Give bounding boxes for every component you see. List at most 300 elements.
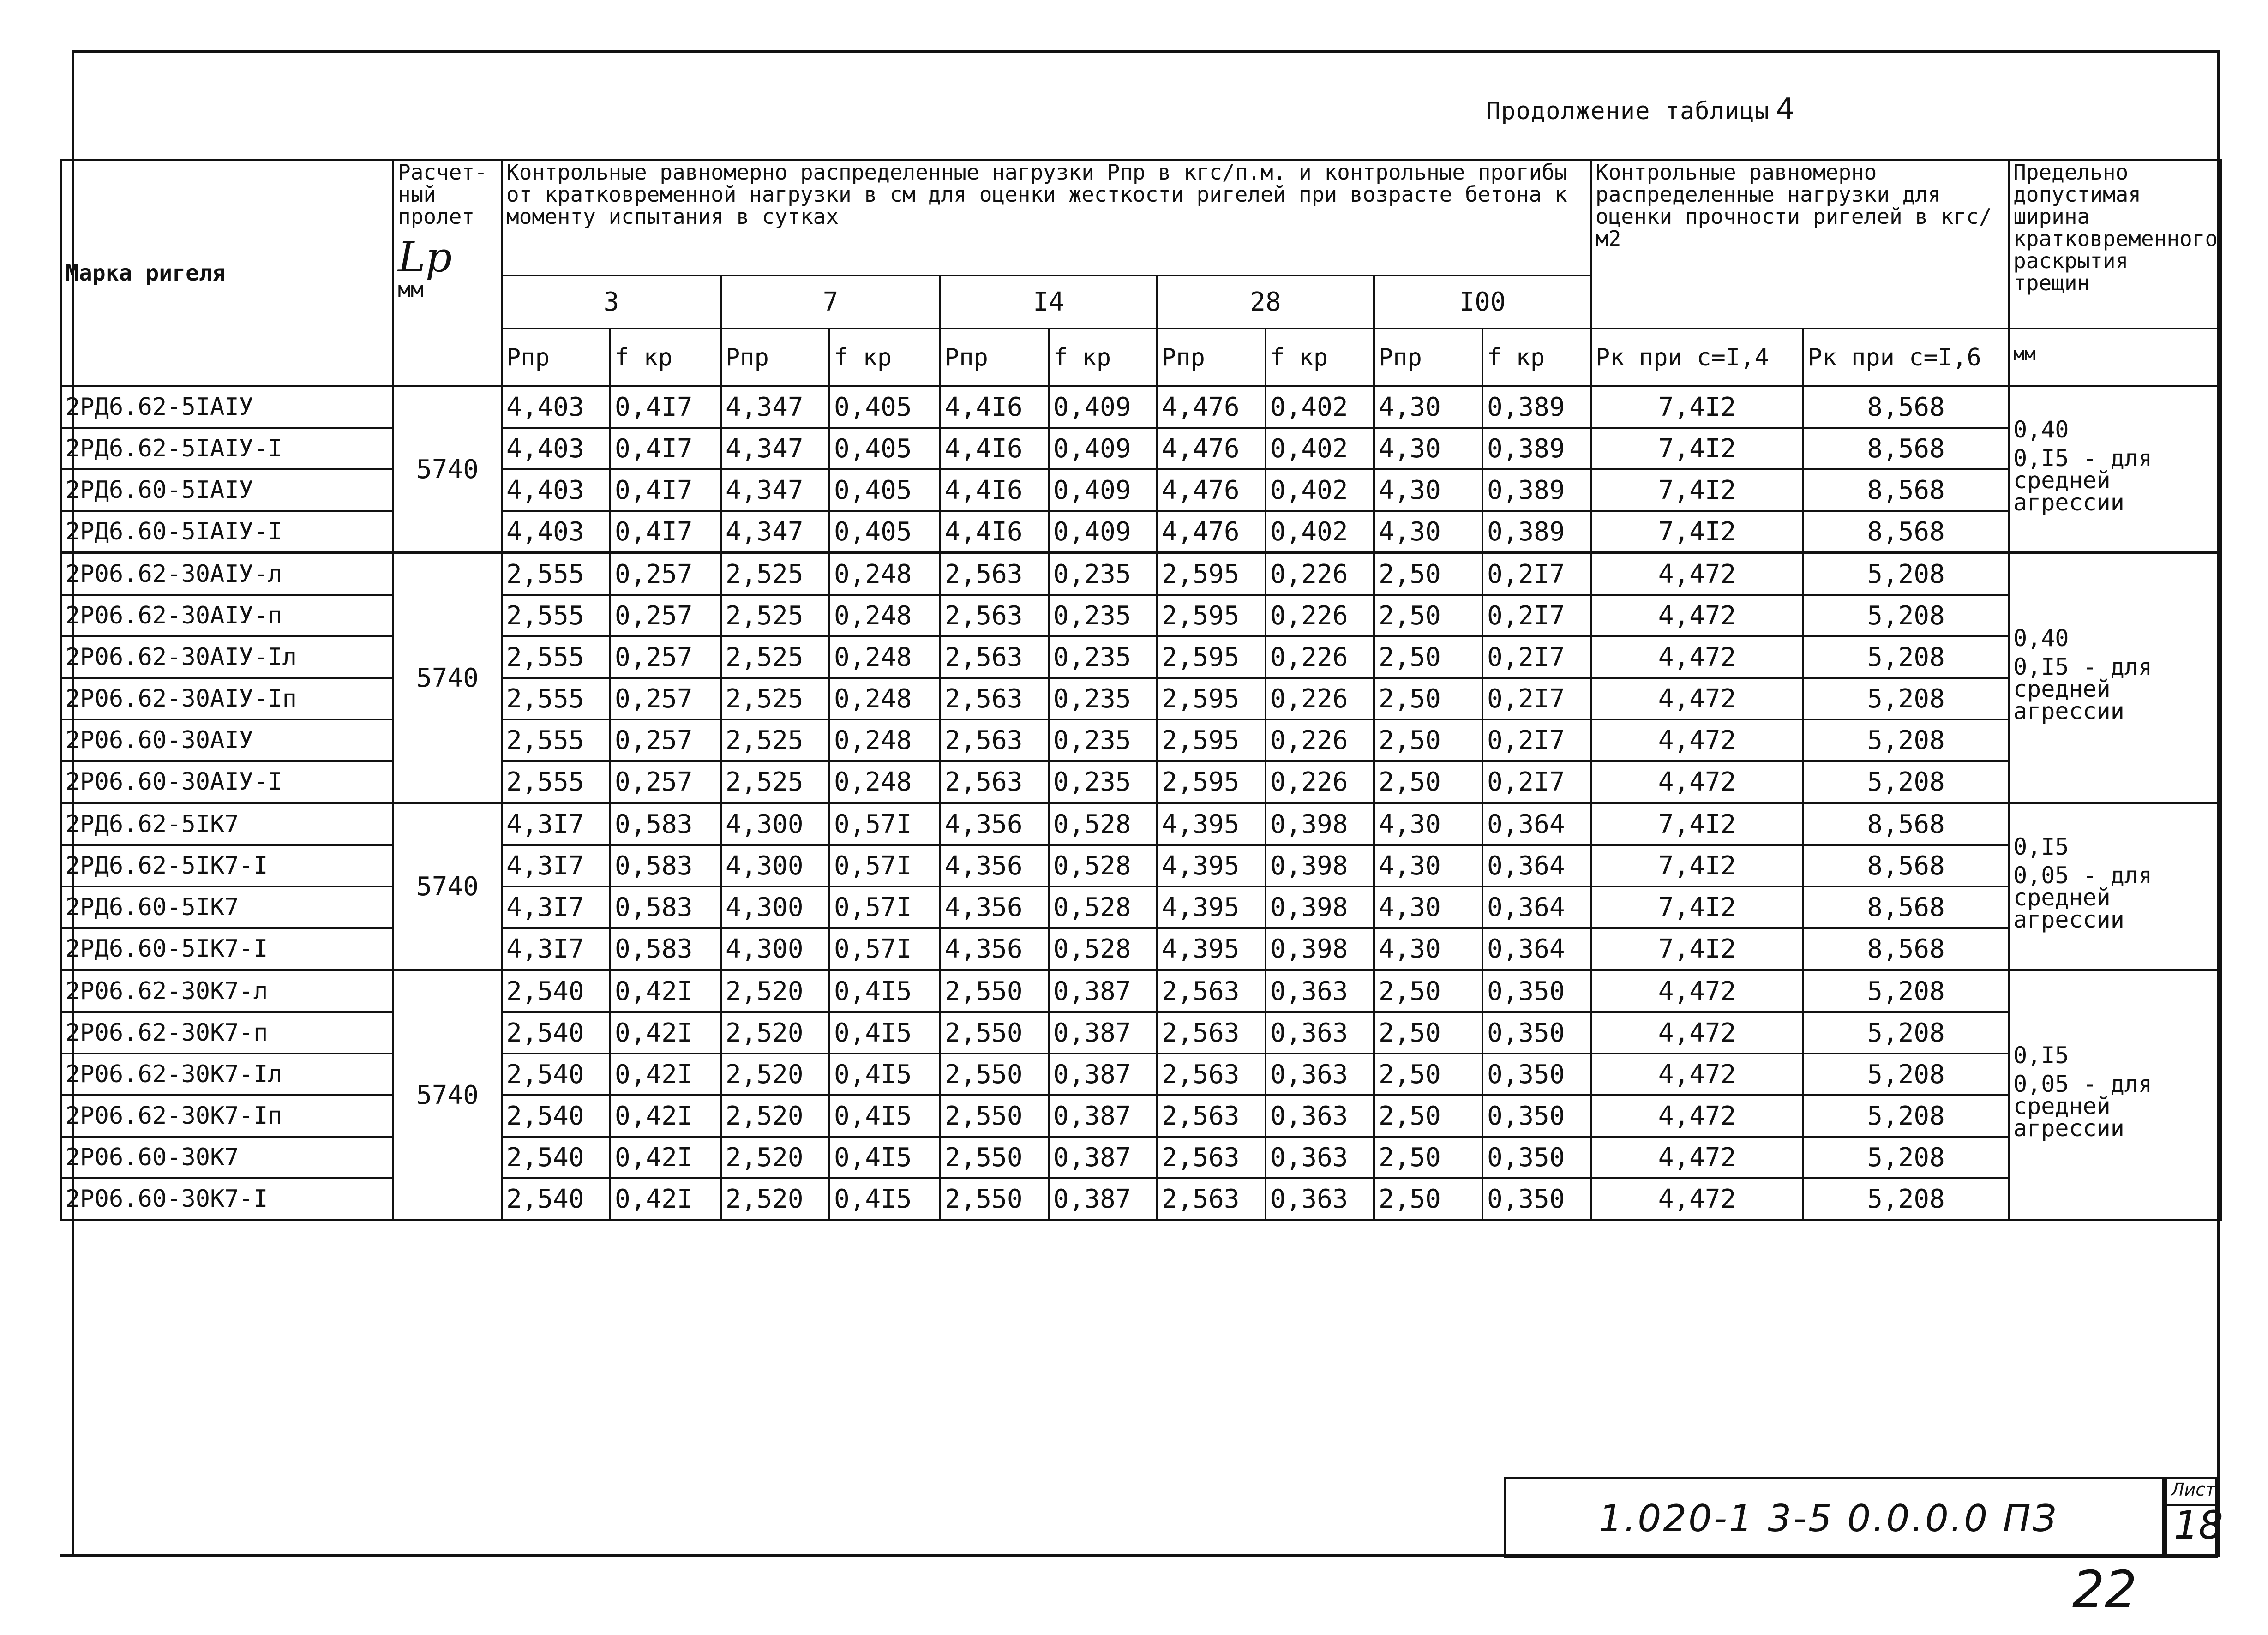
load-value: 2,520 xyxy=(721,1095,829,1137)
strength-value: 8,568 xyxy=(1803,511,2009,553)
load-value: 2,540 xyxy=(502,1137,610,1178)
deflection-value: 0,350 xyxy=(1482,1054,1591,1095)
load-value: 4,476 xyxy=(1157,386,1266,428)
load-value: 2,550 xyxy=(940,1137,1049,1178)
load-value: 2,595 xyxy=(1157,636,1266,678)
strength-value: 8,568 xyxy=(1803,803,2009,845)
deflection-value: 0,226 xyxy=(1266,595,1374,636)
load-value: 4,356 xyxy=(940,845,1049,886)
group-span: 5740 xyxy=(393,970,502,1220)
p-label: Рпр xyxy=(1157,329,1266,386)
load-value: 2,540 xyxy=(502,970,610,1012)
load-value: 2,50 xyxy=(1374,678,1482,719)
span-units: мм xyxy=(398,277,424,302)
load-value: 2,520 xyxy=(721,1137,829,1178)
load-value: 4,347 xyxy=(721,511,829,553)
deflection-value: 0,2I7 xyxy=(1482,761,1591,803)
f-label: f кр xyxy=(1266,329,1374,386)
deflection-value: 0,57I xyxy=(829,886,940,928)
crack-note-line: 0,I5 - для средней агрессии xyxy=(2013,653,2153,725)
load-value: 4,476 xyxy=(1157,469,1266,511)
strength-value: 8,568 xyxy=(1803,386,2009,428)
deflection-value: 0,583 xyxy=(610,803,721,845)
deflection-value: 0,402 xyxy=(1266,386,1374,428)
load-value: 4,403 xyxy=(502,511,610,553)
deflection-value: 0,409 xyxy=(1049,386,1157,428)
deflection-value: 0,235 xyxy=(1049,719,1157,761)
header-crack: Предельно допустимая ширина кратковременного раскрытия трещин xyxy=(2009,160,2221,329)
load-value: 2,563 xyxy=(1157,1137,1266,1178)
table-row xyxy=(61,1012,2221,1054)
strength-value: 8,568 xyxy=(1803,928,2009,970)
load-value: 2,550 xyxy=(940,1095,1049,1137)
row-mark: 2РД6.62-5IАIУ-I xyxy=(61,428,393,469)
load-value: 4,395 xyxy=(1157,928,1266,970)
strength-value: 5,208 xyxy=(1803,1054,2009,1095)
group-span: 5740 xyxy=(393,386,502,553)
load-value: 4,403 xyxy=(502,386,610,428)
row-mark: 2Р06.62-30К7-л xyxy=(61,970,393,1012)
load-value: 4,4I6 xyxy=(940,428,1049,469)
load-value: 2,525 xyxy=(721,761,829,803)
load-value: 2,555 xyxy=(502,636,610,678)
load-value: 2,540 xyxy=(502,1012,610,1054)
crack-note xyxy=(2009,386,2221,553)
strength-value: 5,208 xyxy=(1803,553,2009,595)
deflection-value: 0,387 xyxy=(1049,970,1157,1012)
sheet-label: Лист xyxy=(2171,1479,2216,1500)
p-label: Рпр xyxy=(940,329,1049,386)
strength-value: 5,208 xyxy=(1803,1095,2009,1137)
deflection-value: 0,350 xyxy=(1482,1012,1591,1054)
strength-value: 7,4I2 xyxy=(1591,469,1803,511)
group-span: 5740 xyxy=(393,553,502,803)
load-value: 2,540 xyxy=(502,1095,610,1137)
deflection-value: 0,4I5 xyxy=(829,1012,940,1054)
strength-value: 5,208 xyxy=(1803,636,2009,678)
deflection-value: 0,387 xyxy=(1049,1054,1157,1095)
load-value: 2,525 xyxy=(721,719,829,761)
row-mark: 2Р06.60-30АIУ xyxy=(61,719,393,761)
load-value: 2,50 xyxy=(1374,970,1482,1012)
header-span xyxy=(393,160,502,386)
load-value: 2,550 xyxy=(940,1178,1049,1220)
table-row xyxy=(61,678,2221,719)
header-strength: Контрольные равномерно распределенные нагрузки для оценки прочности ригелей в кгс/м2 xyxy=(1591,160,2009,329)
load-value: 2,50 xyxy=(1374,636,1482,678)
load-value: 4,300 xyxy=(721,886,829,928)
deflection-value: 0,248 xyxy=(829,761,940,803)
load-value: 2,520 xyxy=(721,970,829,1012)
row-mark: 2РД6.62-5IАIУ xyxy=(61,386,393,428)
deflection-value: 0,387 xyxy=(1049,1137,1157,1178)
crack-note-line: 0,I5 - для средней агрессии xyxy=(2013,445,2153,516)
row-mark: 2РД6.60-5IАIУ-I xyxy=(61,511,393,553)
age-28: 28 xyxy=(1157,275,1374,329)
deflection-value: 0,235 xyxy=(1049,595,1157,636)
deflection-value: 0,409 xyxy=(1049,469,1157,511)
deflection-value: 0,402 xyxy=(1266,469,1374,511)
load-value: 2,555 xyxy=(502,553,610,595)
strength-value: 5,208 xyxy=(1803,761,2009,803)
table-row xyxy=(61,595,2221,636)
deflection-value: 0,42I xyxy=(610,1095,721,1137)
deflection-value: 0,257 xyxy=(610,719,721,761)
table-row xyxy=(61,803,2221,845)
load-value: 2,50 xyxy=(1374,1095,1482,1137)
table-row xyxy=(61,386,2221,428)
deflection-value: 0,398 xyxy=(1266,803,1374,845)
deflection-value: 0,363 xyxy=(1266,1095,1374,1137)
strength-value: 4,472 xyxy=(1591,636,1803,678)
deflection-value: 0,405 xyxy=(829,428,940,469)
deflection-value: 0,248 xyxy=(829,553,940,595)
deflection-value: 0,235 xyxy=(1049,761,1157,803)
row-mark: 2РД6.60-5IК7-I xyxy=(61,928,393,970)
table-row xyxy=(61,428,2221,469)
load-value: 4,356 xyxy=(940,803,1049,845)
deflection-value: 0,389 xyxy=(1482,428,1591,469)
title-block-stamp xyxy=(1504,1477,2165,1558)
header-stiffness: Контрольные равномерно распределенные нагрузки Рпр в кгс/п.м. и контрольные прогибы от кратковременной нагрузки в см для оценки жесткости ригелей при возрасте бетона к моменту испытания в сутках xyxy=(502,160,1591,275)
crack-note-line: 0,I5 xyxy=(2013,833,2069,860)
load-value: 2,50 xyxy=(1374,1054,1482,1095)
deflection-value: 0,402 xyxy=(1266,428,1374,469)
load-value: 2,540 xyxy=(502,1178,610,1220)
crack-note-line: 0,40 xyxy=(2013,625,2069,652)
strength-value: 7,4I2 xyxy=(1591,511,1803,553)
deflection-value: 0,363 xyxy=(1266,1012,1374,1054)
load-value: 2,563 xyxy=(1157,970,1266,1012)
deflection-value: 0,4I7 xyxy=(610,428,721,469)
load-value: 2,555 xyxy=(502,761,610,803)
deflection-value: 0,257 xyxy=(610,678,721,719)
row-mark: 2Р06.60-30К7-I xyxy=(61,1178,393,1220)
deflection-value: 0,583 xyxy=(610,928,721,970)
load-value: 4,30 xyxy=(1374,511,1482,553)
load-value: 2,563 xyxy=(940,761,1049,803)
deflection-value: 0,4I7 xyxy=(610,511,721,553)
deflection-value: 0,583 xyxy=(610,886,721,928)
deflection-value: 0,57I xyxy=(829,845,940,886)
strength-value: 5,208 xyxy=(1803,1012,2009,1054)
deflection-value: 0,4I5 xyxy=(829,1178,940,1220)
deflection-value: 0,363 xyxy=(1266,1178,1374,1220)
table-row xyxy=(61,970,2221,1012)
strength-value: 5,208 xyxy=(1803,719,2009,761)
load-value: 2,525 xyxy=(721,595,829,636)
crack-note-line: 0,05 - для средней агрессии xyxy=(2013,862,2153,933)
load-value: 4,395 xyxy=(1157,845,1266,886)
strength-value: 4,472 xyxy=(1591,761,1803,803)
load-value: 2,563 xyxy=(940,719,1049,761)
row-mark: 2РД6.62-5IК7-I xyxy=(61,845,393,886)
p-label: Рпр xyxy=(721,329,829,386)
deflection-value: 0,405 xyxy=(829,469,940,511)
deflection-value: 0,248 xyxy=(829,595,940,636)
deflection-value: 0,350 xyxy=(1482,1137,1591,1178)
sheet-number: 18 xyxy=(2174,1503,2223,1548)
load-value: 4,30 xyxy=(1374,845,1482,886)
deflection-value: 0,405 xyxy=(829,386,940,428)
load-value: 2,525 xyxy=(721,553,829,595)
load-value: 2,50 xyxy=(1374,761,1482,803)
load-value: 2,50 xyxy=(1374,595,1482,636)
load-value: 4,403 xyxy=(502,428,610,469)
strength-value: 7,4I2 xyxy=(1591,928,1803,970)
table-row xyxy=(61,511,2221,553)
load-value: 2,563 xyxy=(940,678,1049,719)
row-mark: 2Р06.60-30К7 xyxy=(61,1137,393,1178)
load-value: 4,476 xyxy=(1157,428,1266,469)
deflection-value: 0,364 xyxy=(1482,886,1591,928)
load-value: 4,30 xyxy=(1374,469,1482,511)
pk-c14-label: Рк при с=I,4 xyxy=(1591,329,1803,386)
strength-value: 7,4I2 xyxy=(1591,803,1803,845)
load-value: 4,3I7 xyxy=(502,845,610,886)
continuation-caption xyxy=(1486,92,1795,126)
load-value: 2,50 xyxy=(1374,553,1482,595)
load-value: 2,555 xyxy=(502,595,610,636)
strength-value: 4,472 xyxy=(1591,719,1803,761)
deflection-value: 0,389 xyxy=(1482,386,1591,428)
deflection-value: 0,398 xyxy=(1266,845,1374,886)
crack-note xyxy=(2009,803,2221,970)
deflection-value: 0,57I xyxy=(829,928,940,970)
load-value: 4,395 xyxy=(1157,886,1266,928)
deflection-value: 0,387 xyxy=(1049,1178,1157,1220)
load-value: 4,30 xyxy=(1374,928,1482,970)
deflection-value: 0,235 xyxy=(1049,636,1157,678)
deflection-value: 0,42I xyxy=(610,1054,721,1095)
strength-value: 8,568 xyxy=(1803,845,2009,886)
deflection-value: 0,528 xyxy=(1049,845,1157,886)
table-row xyxy=(61,886,2221,928)
row-mark: 2РД6.60-5IК7 xyxy=(61,886,393,928)
load-value: 2,50 xyxy=(1374,1137,1482,1178)
load-value: 2,595 xyxy=(1157,595,1266,636)
sheet-box xyxy=(2165,1477,2223,1558)
load-value: 2,525 xyxy=(721,678,829,719)
deflection-value: 0,226 xyxy=(1266,719,1374,761)
load-value: 2,563 xyxy=(1157,1012,1266,1054)
deflection-value: 0,409 xyxy=(1049,428,1157,469)
deflection-value: 0,363 xyxy=(1266,1054,1374,1095)
deflection-value: 0,42I xyxy=(610,1178,721,1220)
page-number: 22 xyxy=(2072,1560,2137,1619)
deflection-value: 0,226 xyxy=(1266,678,1374,719)
pk-c16-label: Рк при с=I,6 xyxy=(1803,329,2009,386)
table-row xyxy=(61,761,2221,803)
document-code: 1.020-1 3-5 0.0.0.0 ПЗ xyxy=(1599,1497,2058,1540)
strength-value: 4,472 xyxy=(1591,553,1803,595)
continuation-text: Продолжение таблицы xyxy=(1486,97,1770,125)
deflection-value: 0,4I5 xyxy=(829,1054,940,1095)
row-mark: 2Р06.62-30К7-п xyxy=(61,1012,393,1054)
deflection-value: 0,42I xyxy=(610,1012,721,1054)
deflection-value: 0,42I xyxy=(610,970,721,1012)
deflection-value: 0,389 xyxy=(1482,469,1591,511)
strength-value: 5,208 xyxy=(1803,595,2009,636)
deflection-value: 0,2I7 xyxy=(1482,636,1591,678)
load-value: 2,50 xyxy=(1374,719,1482,761)
table-row xyxy=(61,719,2221,761)
deflection-value: 0,257 xyxy=(610,636,721,678)
table-row xyxy=(61,1178,2221,1220)
deflection-value: 0,257 xyxy=(610,761,721,803)
load-value: 2,563 xyxy=(1157,1178,1266,1220)
deflection-value: 0,4I5 xyxy=(829,1137,940,1178)
load-value: 4,4I6 xyxy=(940,386,1049,428)
deflection-value: 0,398 xyxy=(1266,928,1374,970)
row-mark: 2РД6.60-5IАIУ xyxy=(61,469,393,511)
deflection-value: 0,528 xyxy=(1049,803,1157,845)
loads-table xyxy=(60,159,2222,1221)
strength-value: 4,472 xyxy=(1591,595,1803,636)
deflection-value: 0,364 xyxy=(1482,803,1591,845)
load-value: 4,30 xyxy=(1374,803,1482,845)
strength-value: 4,472 xyxy=(1591,970,1803,1012)
deflection-value: 0,528 xyxy=(1049,886,1157,928)
table-row xyxy=(61,845,2221,886)
load-value: 4,476 xyxy=(1157,511,1266,553)
strength-value: 8,568 xyxy=(1803,469,2009,511)
deflection-value: 0,2I7 xyxy=(1482,595,1591,636)
load-value: 4,403 xyxy=(502,469,610,511)
load-value: 4,356 xyxy=(940,886,1049,928)
load-value: 2,550 xyxy=(940,1012,1049,1054)
deflection-value: 0,387 xyxy=(1049,1012,1157,1054)
age-100: I00 xyxy=(1374,275,1591,329)
deflection-value: 0,387 xyxy=(1049,1095,1157,1137)
strength-value: 4,472 xyxy=(1591,1178,1803,1220)
deflection-value: 0,57I xyxy=(829,803,940,845)
crack-note xyxy=(2009,553,2221,803)
span-symbol: Lр xyxy=(398,233,452,281)
load-value: 4,30 xyxy=(1374,886,1482,928)
load-value: 2,50 xyxy=(1374,1012,1482,1054)
load-value: 2,563 xyxy=(1157,1095,1266,1137)
table-row xyxy=(61,928,2221,970)
strength-value: 7,4I2 xyxy=(1591,386,1803,428)
strength-value: 7,4I2 xyxy=(1591,428,1803,469)
table-body xyxy=(61,386,2221,1220)
load-value: 4,347 xyxy=(721,469,829,511)
load-value: 4,300 xyxy=(721,928,829,970)
strength-value: 4,472 xyxy=(1591,1012,1803,1054)
load-value: 2,520 xyxy=(721,1178,829,1220)
row-mark: 2РД6.62-5IК7 xyxy=(61,803,393,845)
load-value: 4,3I7 xyxy=(502,928,610,970)
p-label: Рпр xyxy=(1374,329,1482,386)
strength-value: 4,472 xyxy=(1591,678,1803,719)
row-mark: 2Р06.62-30К7-Iп xyxy=(61,1095,393,1137)
load-value: 4,395 xyxy=(1157,803,1266,845)
load-value: 2,540 xyxy=(502,1054,610,1095)
strength-value: 7,4I2 xyxy=(1591,845,1803,886)
load-value: 2,520 xyxy=(721,1054,829,1095)
load-value: 2,563 xyxy=(940,595,1049,636)
deflection-value: 0,235 xyxy=(1049,678,1157,719)
deflection-value: 0,350 xyxy=(1482,1178,1591,1220)
row-mark: 2Р06.62-30К7-Iл xyxy=(61,1054,393,1095)
strength-value: 5,208 xyxy=(1803,970,2009,1012)
deflection-value: 0,4I5 xyxy=(829,1095,940,1137)
crack-note-line: 0,05 - для средней агрессии xyxy=(2013,1071,2153,1142)
deflection-value: 0,42I xyxy=(610,1137,721,1178)
load-value: 4,3I7 xyxy=(502,886,610,928)
f-label: f кр xyxy=(1049,329,1157,386)
table-row xyxy=(61,1054,2221,1095)
f-label: f кр xyxy=(829,329,940,386)
load-value: 2,555 xyxy=(502,719,610,761)
deflection-value: 0,363 xyxy=(1266,1137,1374,1178)
load-value: 2,525 xyxy=(721,636,829,678)
load-value: 4,3I7 xyxy=(502,803,610,845)
strength-value: 4,472 xyxy=(1591,1095,1803,1137)
deflection-value: 0,248 xyxy=(829,636,940,678)
age-14: I4 xyxy=(940,275,1157,329)
table-row xyxy=(61,469,2221,511)
deflection-value: 0,2I7 xyxy=(1482,678,1591,719)
group-span: 5740 xyxy=(393,803,502,970)
deflection-value: 0,402 xyxy=(1266,511,1374,553)
deflection-value: 0,248 xyxy=(829,678,940,719)
deflection-value: 0,257 xyxy=(610,595,721,636)
load-value: 4,356 xyxy=(940,928,1049,970)
deflection-value: 0,248 xyxy=(829,719,940,761)
load-value: 2,50 xyxy=(1374,1178,1482,1220)
strength-value: 8,568 xyxy=(1803,428,2009,469)
strength-value: 5,208 xyxy=(1803,1178,2009,1220)
crack-note xyxy=(2009,970,2221,1220)
strength-value: 8,568 xyxy=(1803,886,2009,928)
load-value: 2,520 xyxy=(721,1012,829,1054)
row-mark: 2Р06.62-30АIУ-п xyxy=(61,595,393,636)
deflection-value: 0,226 xyxy=(1266,761,1374,803)
load-value: 4,300 xyxy=(721,845,829,886)
row-mark: 2Р06.62-30АIУ-Iп xyxy=(61,678,393,719)
age-7: 7 xyxy=(721,275,940,329)
load-value: 2,550 xyxy=(940,970,1049,1012)
deflection-value: 0,398 xyxy=(1266,886,1374,928)
deflection-value: 0,364 xyxy=(1482,845,1591,886)
crack-note-line: 0,I5 xyxy=(2013,1042,2069,1069)
deflection-value: 0,4I7 xyxy=(610,386,721,428)
row-mark: 2Р06.62-30АIУ-л xyxy=(61,553,393,595)
deflection-value: 0,2I7 xyxy=(1482,719,1591,761)
table-row xyxy=(61,1095,2221,1137)
deflection-value: 0,4I7 xyxy=(610,469,721,511)
deflection-value: 0,226 xyxy=(1266,553,1374,595)
load-value: 4,347 xyxy=(721,428,829,469)
load-value: 4,30 xyxy=(1374,386,1482,428)
deflection-value: 0,2I7 xyxy=(1482,553,1591,595)
deflection-value: 0,350 xyxy=(1482,1095,1591,1137)
load-value: 2,555 xyxy=(502,678,610,719)
header-mark: Марка ригеля xyxy=(61,160,393,386)
deflection-value: 0,257 xyxy=(610,553,721,595)
deflection-value: 0,350 xyxy=(1482,970,1591,1012)
deflection-value: 0,4I5 xyxy=(829,970,940,1012)
load-value: 4,4I6 xyxy=(940,469,1049,511)
crack-units: мм xyxy=(2009,329,2221,386)
table-row xyxy=(61,636,2221,678)
strength-value: 7,4I2 xyxy=(1591,886,1803,928)
strength-value: 4,472 xyxy=(1591,1054,1803,1095)
p-label: Рпр xyxy=(502,329,610,386)
deflection-value: 0,363 xyxy=(1266,970,1374,1012)
